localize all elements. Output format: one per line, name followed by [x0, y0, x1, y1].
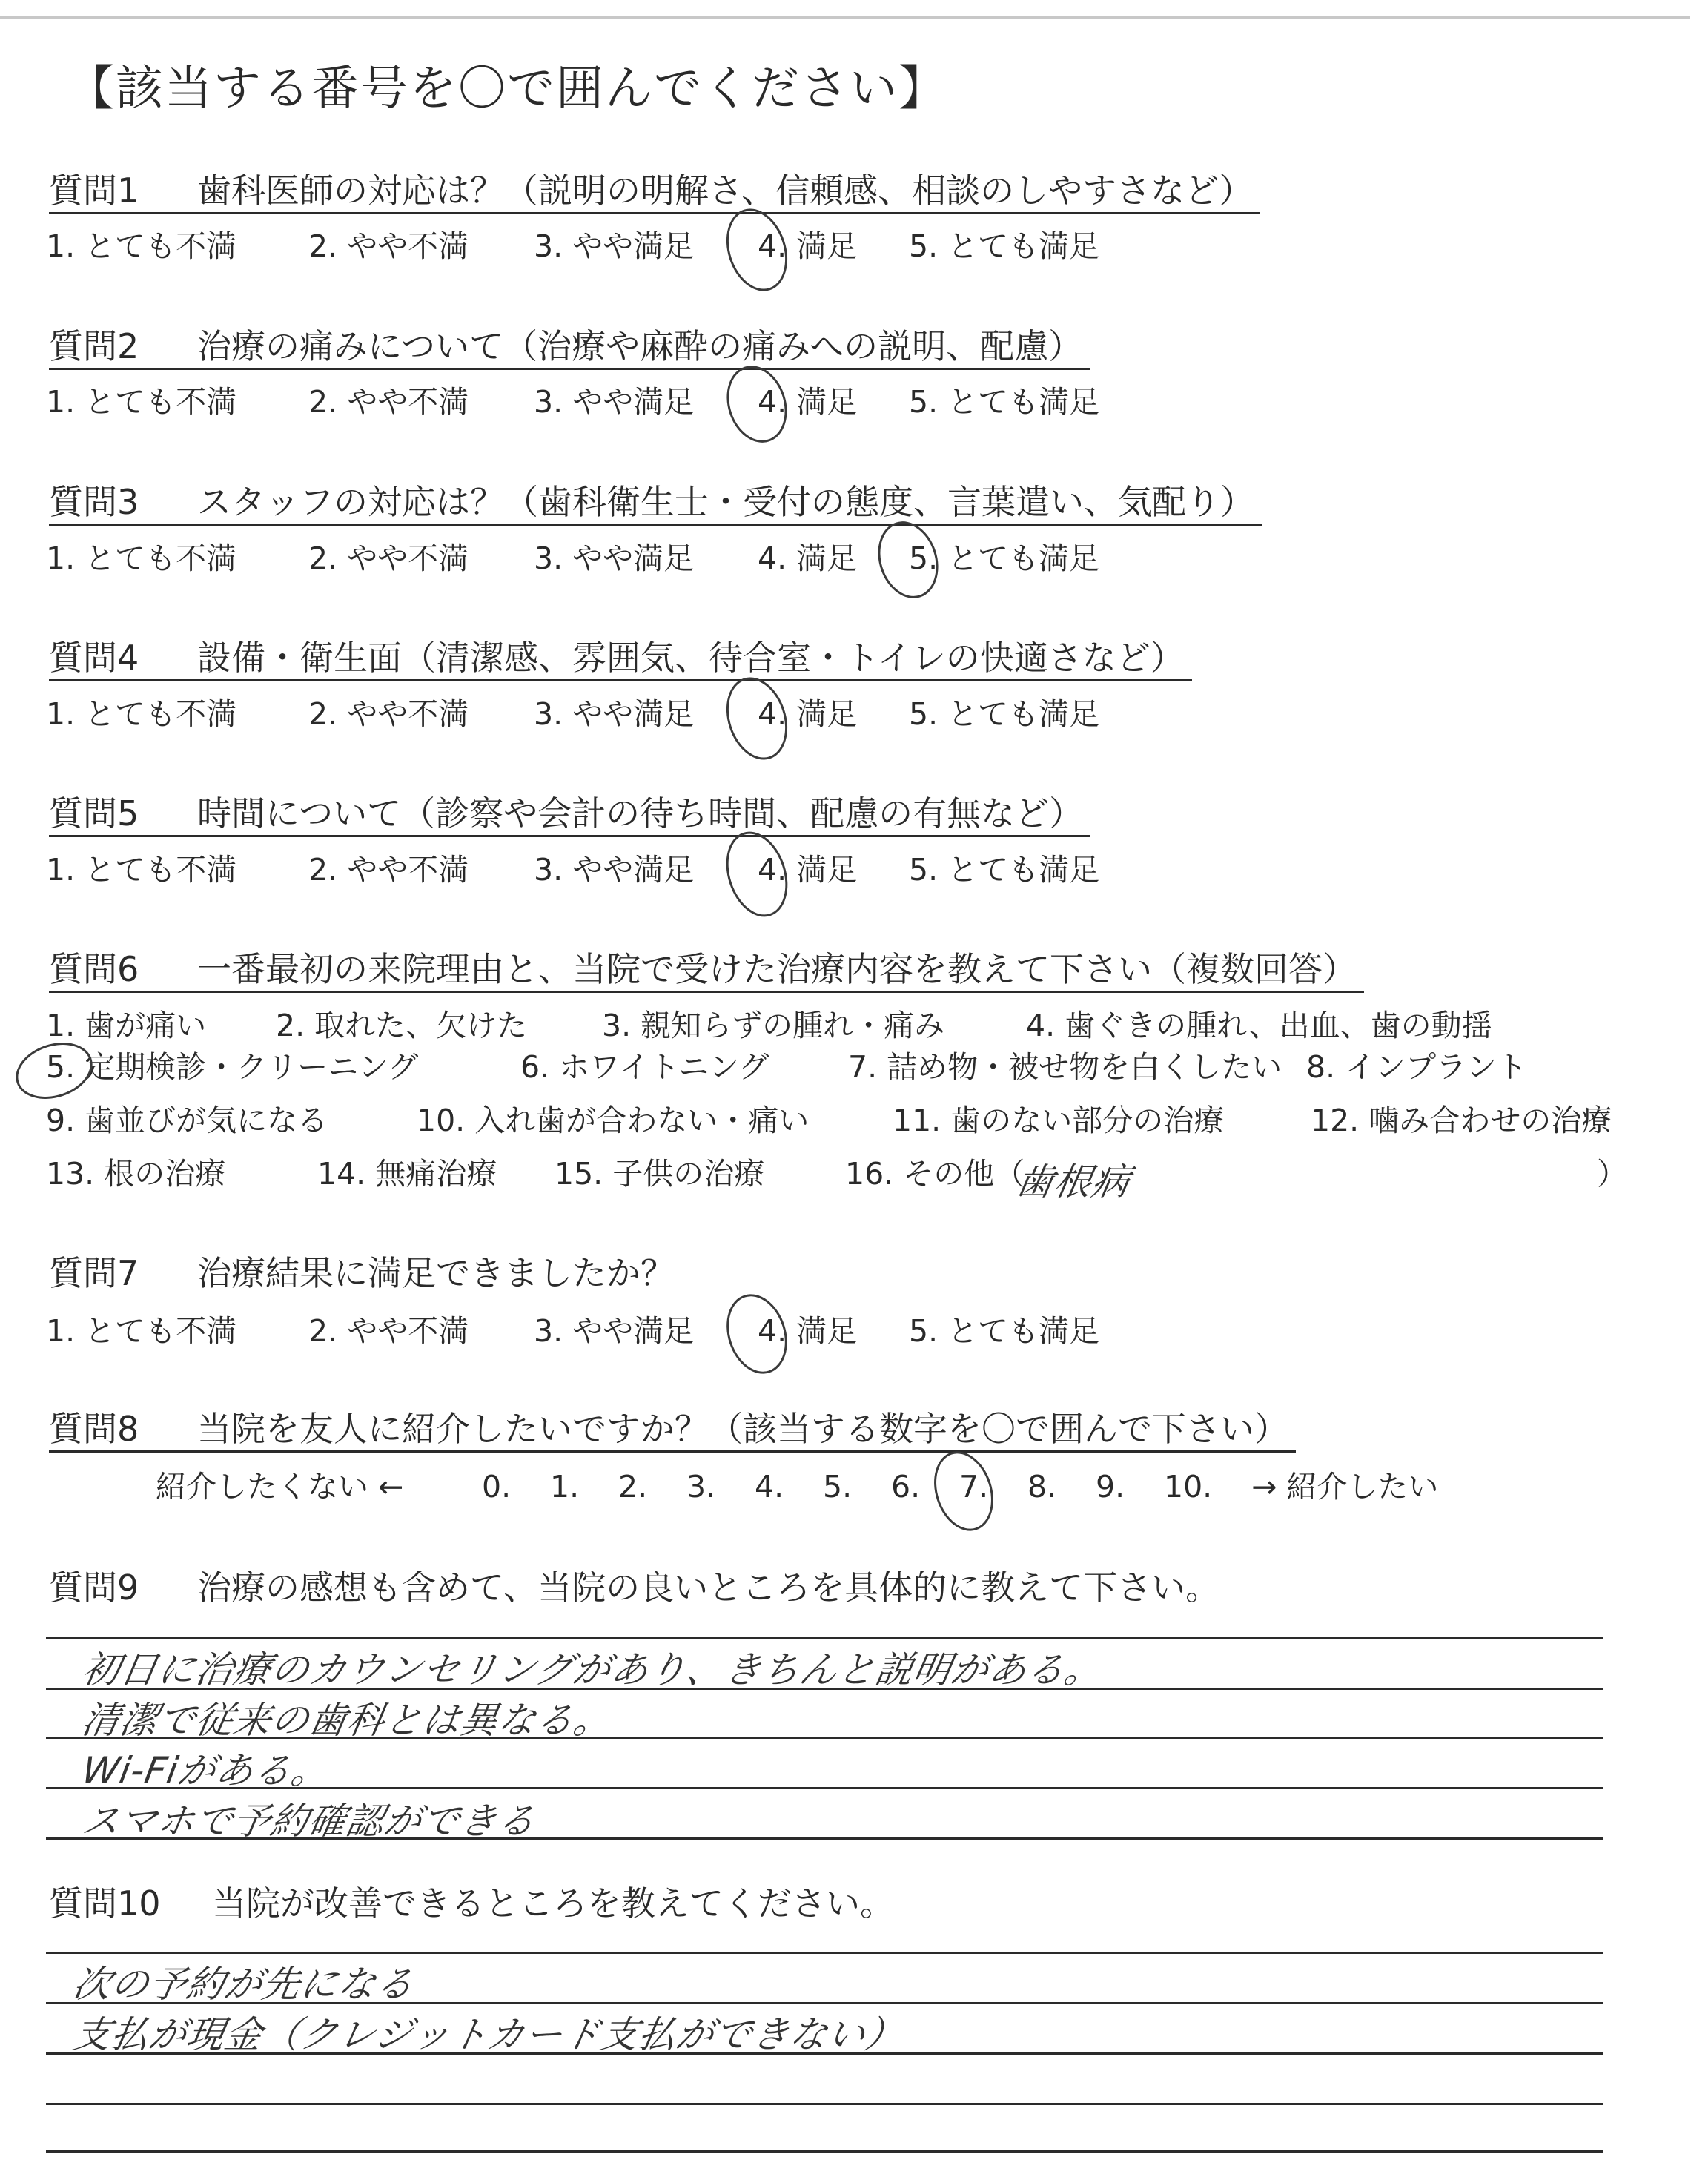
question-6-row-4 [46, 1154, 1677, 1194]
question-4-number: 質問4 [49, 638, 139, 678]
option-1[interactable]: 1. とても不満 [46, 228, 237, 264]
option-4[interactable]: 4. 満足 [758, 384, 858, 420]
option-1[interactable]: 1. とても不満 [46, 696, 237, 732]
option-2[interactable]: 2. やや不満 [308, 541, 469, 576]
ruled-line [46, 1952, 1603, 1954]
option-1[interactable]: 1. とても不満 [46, 541, 237, 576]
option-1[interactable]: 1. とても不満 [46, 384, 237, 420]
scale-7[interactable]: 7. [959, 1469, 989, 1505]
question-2-options [46, 382, 1677, 422]
question-5-options [46, 850, 1677, 890]
option-5[interactable]: 5. とても満足 [909, 1313, 1100, 1349]
question-10-heading [49, 1882, 901, 1925]
reason-4[interactable]: 4. 歯ぐきの腫れ、出血、歯の動揺 [1026, 1008, 1492, 1043]
option-2[interactable]: 2. やや不満 [308, 228, 469, 264]
option-4[interactable]: 4. 満足 [758, 1313, 858, 1349]
improvement-answer-2[interactable]: 支払が現金（クレジットカード支払ができない） [70, 2013, 907, 2056]
reason-7[interactable]: 7. 詰め物・被せ物を白くしたい [848, 1049, 1282, 1085]
option-3[interactable]: 3. やや満足 [534, 1313, 695, 1349]
question-2-heading [49, 325, 1090, 370]
good-point-answer-4[interactable]: スマホで予約確認ができる [79, 1800, 540, 1843]
option-3[interactable]: 3. やや満足 [534, 852, 695, 888]
question-7-number: 質問7 [49, 1253, 139, 1293]
option-2[interactable]: 2. やや不満 [308, 1313, 469, 1349]
question-6-number: 質問6 [49, 949, 139, 989]
question-5-heading [49, 792, 1090, 837]
recommend-label: → 紹介したい [1251, 1469, 1439, 1505]
question-5-text: 時間について（診察や会計の待ち時間、配慮の有無など） [197, 793, 1084, 833]
option-4[interactable]: 4. 満足 [758, 228, 858, 264]
question-2-text: 治療の痛みについて（治療や麻酔の痛みへの説明、配慮） [197, 326, 1083, 366]
question-2-number: 質問2 [49, 326, 139, 366]
question-10-number: 質問10 [49, 1883, 161, 1923]
option-4[interactable]: 4. 満足 [758, 696, 858, 732]
question-9-text: 治療の感想も含めて、当院の良いところを具体的に教えて下さい。 [197, 1568, 1220, 1608]
question-1-number: 質問1 [49, 171, 139, 211]
scale-1[interactable]: 1. [550, 1469, 580, 1505]
reason-2[interactable]: 2. 取れた、欠けた [276, 1008, 528, 1043]
other-reason-answer[interactable]: 歯根病 [1013, 1160, 1134, 1203]
reason-3[interactable]: 3. 親知らずの腫れ・痛み [602, 1008, 945, 1043]
option-3[interactable]: 3. やや満足 [534, 384, 695, 420]
reason-16[interactable]: 16. その他（ [845, 1156, 1025, 1192]
question-6-text: 一番最初の来院理由と、当院で受けた治療内容を教えて下さい（複数回答） [197, 949, 1357, 989]
ruled-line [46, 1637, 1603, 1639]
question-1-options [46, 226, 1677, 266]
reason-11[interactable]: 11. 歯のない部分の治療 [893, 1103, 1225, 1138]
reason-5[interactable]: 5. 定期検診・クリーニング [46, 1049, 419, 1085]
option-2[interactable]: 2. やや不満 [308, 384, 469, 420]
option-4[interactable]: 4. 満足 [758, 541, 858, 576]
question-1-heading [49, 169, 1260, 214]
scale-5[interactable]: 5. [823, 1469, 853, 1505]
option-3[interactable]: 3. やや満足 [534, 696, 695, 732]
reason-14[interactable]: 14. 無痛治療 [317, 1156, 497, 1192]
option-5[interactable]: 5. とても満足 [909, 852, 1100, 888]
option-2[interactable]: 2. やや不満 [308, 696, 469, 732]
reason-13[interactable]: 13. 根の治療 [46, 1156, 226, 1192]
option-5[interactable]: 5. とても満足 [909, 384, 1100, 420]
question-3-heading [49, 480, 1262, 526]
question-4-options [46, 694, 1677, 734]
not-recommend-label: 紹介したくない ← [156, 1469, 404, 1505]
good-point-answer-3[interactable]: Wi-Fiがある。 [79, 1749, 334, 1792]
scale-9[interactable]: 9. [1096, 1469, 1125, 1505]
question-5-number: 質問5 [49, 793, 139, 833]
good-point-answer-2[interactable]: 清潔で従来の歯科とは異なる。 [79, 1699, 616, 1742]
question-4-heading [49, 636, 1192, 681]
option-5[interactable]: 5. とても満足 [909, 228, 1100, 264]
scale-10[interactable]: 10. [1164, 1469, 1213, 1505]
scale-8[interactable]: 8. [1027, 1469, 1057, 1505]
option-3[interactable]: 3. やや満足 [534, 541, 695, 576]
ruled-line [46, 2150, 1603, 2153]
question-1-text: 歯科医師の対応は？（説明の明解さ、信頼感、相談のしやすさなど） [197, 171, 1254, 211]
option-5[interactable]: 5. とても満足 [909, 541, 1100, 576]
question-3-number: 質問3 [49, 482, 139, 522]
reason-15[interactable]: 15. 子供の治療 [555, 1156, 765, 1192]
question-6-row-2 [46, 1047, 1677, 1087]
question-8-number: 質問8 [49, 1409, 139, 1449]
reason-9[interactable]: 9. 歯並びが気になる [46, 1103, 328, 1138]
scale-3[interactable]: 3. [686, 1469, 716, 1505]
question-7-options [46, 1311, 1677, 1351]
question-8-text: 当院を友人に紹介したいですか？（該当する数字を〇で囲んで下さい） [197, 1409, 1288, 1449]
question-9-heading [49, 1566, 1227, 1609]
good-point-answer-1[interactable]: 初日に治療のカウンセリングがあり、きちんと説明がある。 [79, 1648, 1107, 1691]
question-6-heading [49, 948, 1364, 993]
question-6-row-1 [46, 1005, 1677, 1046]
scale-4[interactable]: 4. [755, 1469, 784, 1505]
question-6-row-3 [46, 1100, 1677, 1140]
scale-0[interactable]: 0. [482, 1469, 512, 1505]
option-1[interactable]: 1. とても不満 [46, 852, 237, 888]
option-4[interactable]: 4. 満足 [758, 852, 858, 888]
option-2[interactable]: 2. やや不満 [308, 852, 469, 888]
improvement-answer-1[interactable]: 次の予約が先になる [70, 1963, 418, 2006]
question-7-text: 治療結果に満足できましたか？ [197, 1253, 675, 1293]
question-3-options [46, 538, 1677, 578]
question-9-number: 質問9 [49, 1568, 139, 1608]
reason-8[interactable]: 8. インプラント [1306, 1049, 1528, 1085]
scale-2[interactable]: 2. [618, 1469, 648, 1505]
option-1[interactable]: 1. とても不満 [46, 1313, 237, 1349]
question-4-text: 設備・衛生面（清潔感、雰囲気、待合室・トイレの快適さなど） [197, 638, 1185, 678]
scale-6[interactable]: 6. [891, 1469, 921, 1505]
reason-16-close: ） [1597, 1156, 1627, 1192]
page-title: 【該当する番号を〇で囲んでください】 [67, 62, 947, 116]
question-7-heading [49, 1252, 682, 1295]
question-3-text: スタッフの対応は？（歯科衛生士・受付の態度、言葉遣い、気配り） [197, 482, 1254, 522]
reason-12[interactable]: 12. 噛み合わせの治療 [1311, 1103, 1612, 1138]
reason-1[interactable]: 1. 歯が痛い [46, 1008, 207, 1043]
ruled-line [46, 2103, 1603, 2105]
reason-6[interactable]: 6. ホワイトニング [520, 1049, 769, 1085]
reason-10[interactable]: 10. 入れ歯が合わない・痛い [417, 1103, 810, 1138]
question-8-heading [49, 1407, 1296, 1453]
question-8-scale [46, 1467, 1677, 1507]
option-5[interactable]: 5. とても満足 [909, 696, 1100, 732]
top-border [0, 16, 1690, 19]
option-3[interactable]: 3. やや満足 [534, 228, 695, 264]
question-10-text: 当院が改善できるところを教えてください。 [212, 1883, 894, 1923]
